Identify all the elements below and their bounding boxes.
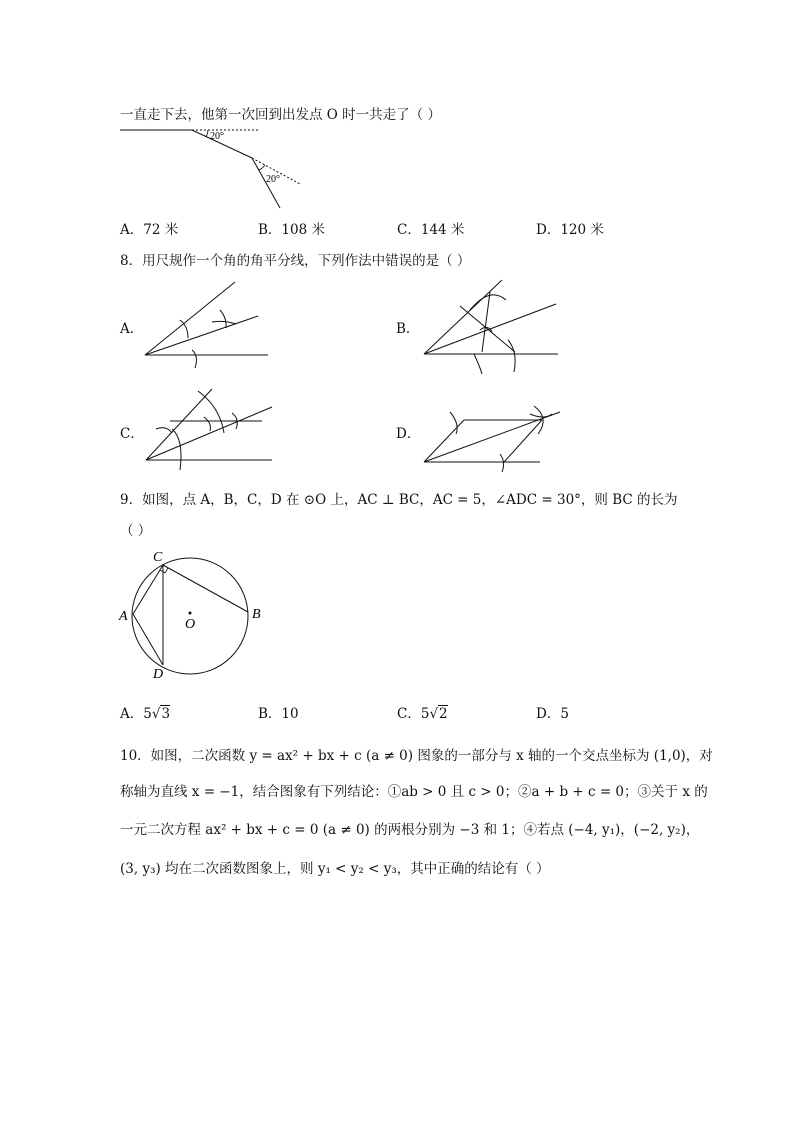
option-letter: C． — [397, 706, 421, 722]
q7-option-b[interactable] — [258, 218, 325, 238]
q8-option-c-label[interactable]: C． — [120, 426, 144, 442]
q9-stem-line1: 9．如图，点 A，B，C，D 在 ⊙O 上，AC ⊥ BC，AC = 5，∠ADC = 30°，则 BC 的长为 — [120, 492, 678, 508]
q9-option-c[interactable] — [397, 702, 448, 722]
construction-arc — [180, 320, 188, 338]
bisector-ray — [146, 407, 272, 460]
q8-option-c-figure — [140, 385, 280, 470]
chord-cb — [163, 565, 248, 612]
option-text: 108 米 — [281, 222, 325, 238]
angle-ray-top — [424, 420, 464, 462]
q7-option-a[interactable] — [120, 218, 178, 238]
sqrt-radicand: 2 — [439, 706, 448, 722]
sqrt-sign: √ — [151, 706, 161, 722]
q8-option-b-figure — [420, 272, 565, 380]
option-letter: C． — [397, 222, 421, 238]
option-value: 5 — [143, 706, 152, 722]
q9-circle-figure — [115, 546, 275, 682]
q8-option-d-figure — [420, 400, 565, 472]
q10-line3: 一元二次方程 ax² + bx + c = 0 (a ≠ 0) 的两根分别为 −3 和 1；④若点 (−4, y₁)，(−2, y₂)， — [120, 822, 700, 838]
construction-arc — [220, 310, 226, 328]
circle-o — [132, 558, 248, 674]
option-letter: B． — [258, 222, 282, 238]
angle-ray-top — [146, 389, 212, 460]
construction-arc — [500, 454, 504, 472]
q8-option-d-label[interactable]: D． — [396, 426, 421, 442]
option-text: 120 米 — [560, 222, 604, 238]
q8-option-a-label[interactable]: A． — [120, 321, 144, 337]
q7-option-d[interactable] — [536, 218, 604, 238]
option-letter: D． — [536, 222, 561, 238]
construction-line — [504, 420, 542, 462]
q7-option-c[interactable] — [397, 218, 464, 238]
option-letter: A． — [120, 706, 144, 722]
angle-ray-top — [145, 282, 235, 355]
label-a: A — [119, 609, 128, 624]
bisector-ray — [145, 316, 258, 355]
option-text: 5 — [560, 706, 569, 722]
angle-ray-top — [424, 280, 502, 354]
label-d: D — [153, 667, 164, 682]
option-text: 144 米 — [420, 222, 465, 238]
construction-arc — [198, 391, 224, 433]
q10-line1: 10．如图，二次函数 y = ax² + bx + c (a ≠ 0) 图象的一部分与 x 轴的一个交点坐标为 (1,0)，对 — [120, 748, 713, 764]
q10-line4: (3, y₃) 均在二次函数图象上，则 y₁ < y₂ < y₃，其中正确的结论有（ ） — [120, 861, 550, 877]
construction-arc — [204, 417, 210, 431]
q7-path-figure — [118, 124, 308, 216]
option-letter: D． — [536, 706, 561, 722]
option-text: 72 米 — [143, 222, 179, 238]
construction-arc — [474, 354, 482, 374]
q7-stem-tail: 一直走下去，他第一次回到出发点 O 时一共走了（ ） — [120, 107, 441, 123]
sqrt-sign: √ — [429, 706, 439, 722]
construction-arc — [156, 428, 172, 433]
label-c: C — [153, 550, 163, 565]
construction-line — [482, 292, 490, 352]
q7-angle-arc-1 — [206, 130, 208, 137]
option-letter: B． — [258, 706, 282, 722]
q8-stem: 8．用尺规作一个角的角平分线，下列作法中错误的是（ ） — [120, 253, 471, 269]
q7-angle-label-1: 20° — [210, 131, 224, 142]
option-letter: A． — [120, 222, 144, 238]
q8-option-a-figure — [140, 280, 275, 375]
q9-stem-line2: （ ） — [120, 523, 152, 539]
sqrt-radicand: 3 — [161, 706, 171, 722]
option-value: 5 — [420, 706, 430, 722]
q7-angle-label-2: 20° — [266, 174, 280, 185]
q8-option-b-label[interactable]: B． — [396, 321, 420, 337]
construction-arc — [172, 429, 181, 470]
q7-angle-arc-2 — [259, 165, 265, 170]
construction-arc — [508, 340, 515, 372]
construction-arc — [192, 350, 196, 368]
q9-option-a[interactable] — [120, 702, 170, 722]
q10-line2: 称轴为直线 x = −1，结合图象有下列结论：①ab > 0 且 c > 0；②a + b + c = 0；③关于 x 的 — [120, 784, 708, 800]
q9-option-b[interactable] — [258, 702, 299, 722]
option-text: 10 — [281, 706, 299, 722]
label-o: O — [185, 617, 196, 632]
construction-arc — [212, 321, 236, 324]
q9-option-d[interactable] — [536, 702, 569, 722]
chord-ac — [133, 565, 163, 614]
label-b: B — [252, 607, 261, 622]
center-point — [189, 612, 192, 615]
